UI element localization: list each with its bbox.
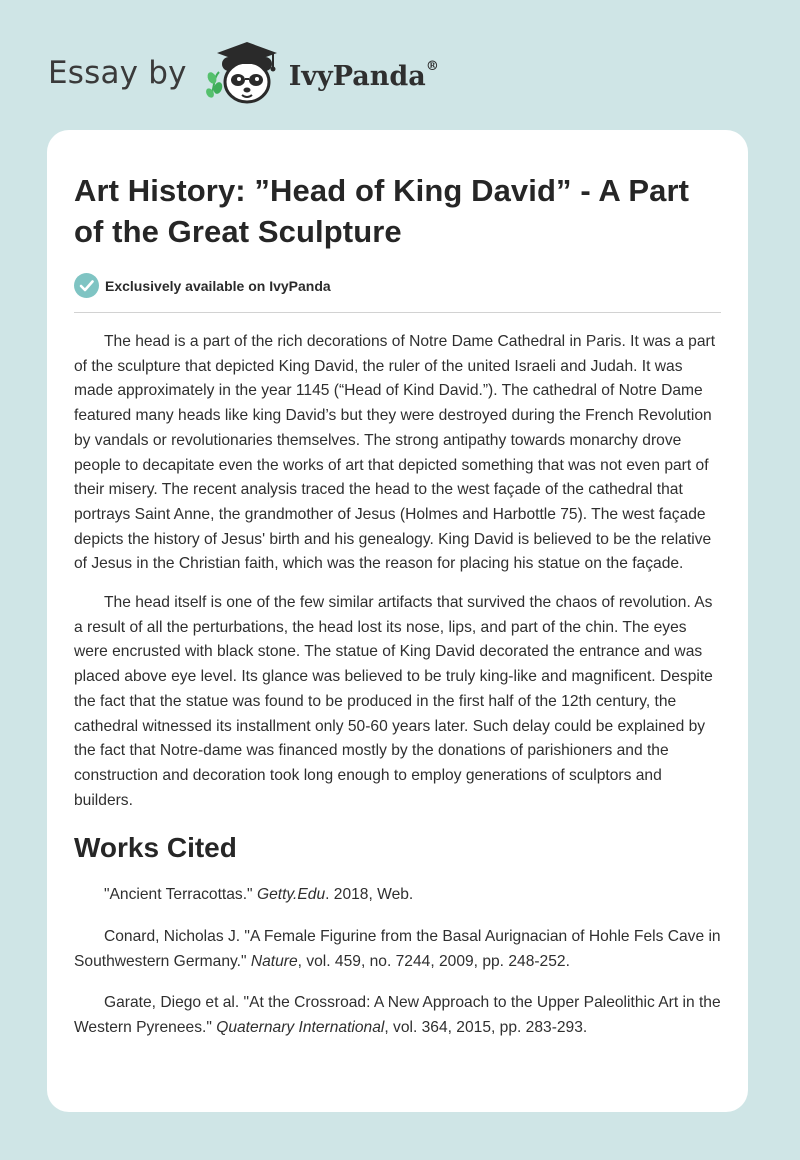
essay-by-label: Essay by xyxy=(48,55,187,91)
registered-mark: ® xyxy=(425,58,439,74)
essay-card xyxy=(47,130,748,1112)
citation-details: . 2018, Web. xyxy=(325,886,414,904)
works-cited-heading: Works Cited xyxy=(74,832,237,864)
citation-text: "Ancient Terracottas." xyxy=(104,886,257,904)
citation xyxy=(74,925,721,974)
citation-details: , vol. 364, 2015, pp. 283-293. xyxy=(384,1019,588,1037)
citation-text: Garate, Diego et al. "At the Crossroad: A New Approach to the Upper Paleolithic Art in the Western Pyrenees." xyxy=(74,994,721,1037)
panda-graduate-icon[interactable] xyxy=(203,38,291,108)
site-header xyxy=(48,38,439,108)
page-title: Art History: ”Head of King David” - A Part of the Great Sculpture xyxy=(74,173,690,249)
brand-name[interactable] xyxy=(288,58,439,92)
citation-text: Conard, Nicholas J. "A Female Figurine from the Basal Aurignacian of Hohle Fels Cave in Southwestern Germany." xyxy=(74,928,721,970)
essay-body xyxy=(74,330,721,813)
check-circle-icon xyxy=(74,273,99,298)
paragraph: The head itself is one of the few similar artifacts that survived the chaos of revolution. As a result of all the perturbations, the head lost its nose, lips, and part of the chin. The eyes were encrusted with black stone. The statue of King David decorated the entrance and was placed above eye level. Its glance was believed to be truly king-like and magnificent. Despite the fact that the statue was found to be produced in the first half of the 12th century, the cathedral witnessed its installment only 50-60 years later. Such delay could be explained by the fact that Notre-dame was financed mostly by the donations of parishioners and the construction and decoration took long enough to employ generations of sculptors and builders. xyxy=(74,594,713,809)
paragraph: The head is a part of the rich decorations of Notre Dame Cathedral in Paris. It was a part of the sculpture that depicted King David, the ruler of the united Israeli and Judah. It was made approximately in the year 1145 (“Head of Kind David.”). The cathedral of Notre Dame featured many heads like king David’s but they were destroyed during the French Revolution by vandals or revolutionaries themselves. The strong antipathy towards monarchy drove people to decapitate even the works of art that depicted something that was not even part of their misery. The recent analysis traced the head to the west façade of the cathedral that portrays Saint Anne, the grandmother of Jesus (Holmes and Harbottle 75). The west façade depicts the history of Jesus' birth and his genealogy. King David is believed to be the relative of Jesus in the Christian faith, which was the reason for placing his statue on the façade. xyxy=(74,333,716,573)
citation xyxy=(74,883,721,908)
citation xyxy=(74,991,721,1040)
citation-source: Getty.Edu xyxy=(256,886,326,904)
exclusive-label: Exclusively available on IvyPanda xyxy=(105,277,331,294)
citation-source: Quaternary International xyxy=(216,1019,385,1037)
citation-source: Nature xyxy=(250,952,298,970)
citation-details: , vol. 459, no. 7244, 2009, pp. 248-252. xyxy=(297,952,570,970)
exclusive-badge xyxy=(74,273,721,298)
brand-text: IvyPanda xyxy=(288,60,426,92)
divider xyxy=(74,312,721,313)
